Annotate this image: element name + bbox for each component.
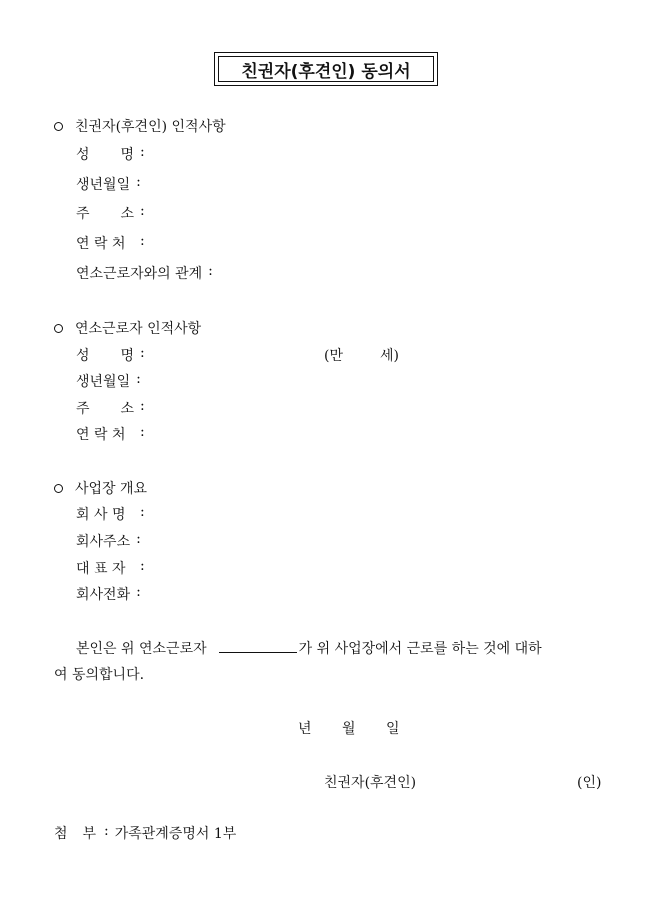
minor-address-row (76, 398, 145, 418)
guardian-name-label (76, 144, 134, 164)
minor-contact-row (76, 424, 145, 444)
minor-birth-row (76, 371, 141, 391)
bullet-circle-icon (54, 484, 63, 493)
title-box (214, 52, 438, 86)
guardian-birth-label: 생년월일 (76, 177, 131, 193)
minor-contact-label: 연 락 처 (76, 427, 126, 443)
date-month: 월 (342, 721, 356, 737)
guardian-contact-row (76, 233, 145, 253)
colon: : (140, 233, 145, 249)
company-name-row (76, 504, 145, 524)
colon: : (140, 144, 145, 160)
age-open: (만 (324, 348, 343, 364)
minor-address-label (76, 398, 134, 418)
label-char: 명 (120, 348, 134, 364)
colon: : (136, 371, 141, 387)
minor-name-label (76, 345, 134, 365)
date-year: 년 (298, 721, 312, 737)
age-close: 세) (380, 348, 399, 364)
label-char: 주 (76, 401, 90, 417)
label-char: 명 (120, 147, 134, 163)
company-address-label: 회사주소 (76, 534, 131, 550)
label-char: 소 (120, 206, 134, 222)
bullet-circle-icon (54, 122, 63, 131)
label-char: 첨 (54, 826, 68, 842)
colon: : (140, 203, 145, 219)
representative-label: 대 표 자 (76, 561, 126, 577)
label-char: 부 (82, 826, 96, 842)
colon: : (104, 823, 109, 839)
attachment-label (54, 823, 96, 843)
colon: : (140, 558, 145, 574)
guardian-address-row (76, 203, 145, 223)
consent-line-2: 여 동의합니다. (54, 667, 145, 683)
minor-section-heading (54, 318, 201, 338)
company-phone-label: 회사전화 (76, 587, 131, 603)
minor-name-row (76, 345, 145, 365)
label-char: 소 (120, 401, 134, 417)
guardian-relation-row (76, 263, 213, 283)
label-char: 성 (76, 348, 90, 364)
page-title: 친권자(후견인) 동의서 (218, 56, 434, 82)
colon: : (140, 424, 145, 440)
minor-name-blank (219, 640, 297, 653)
representative-row (76, 558, 145, 578)
company-heading-text: 사업장 개요 (75, 481, 148, 497)
guardian-birth-row (76, 174, 141, 194)
consent-line-1 (76, 638, 542, 658)
colon: : (140, 398, 145, 414)
company-phone-row (76, 584, 141, 604)
guardian-heading-text: 친권자(후견인) 인적사항 (75, 119, 226, 135)
attachment-row (54, 823, 236, 843)
colon: : (136, 531, 141, 547)
colon: : (136, 174, 141, 190)
company-name-label: 회 사 명 (76, 507, 126, 523)
label-char: 성 (76, 147, 90, 163)
signer-label: 친권자(후견인) (324, 775, 417, 791)
label-char: 주 (76, 206, 90, 222)
guardian-address-label (76, 203, 134, 223)
minor-heading-text: 연소근로자 인적사항 (75, 321, 202, 337)
guardian-relation-label: 연소근로자와의 관계 (76, 266, 203, 282)
colon: : (140, 504, 145, 520)
guardian-name-row (76, 144, 145, 164)
seal-label: (인) (577, 775, 602, 791)
colon: : (136, 584, 141, 600)
date-day: 일 (386, 721, 400, 737)
consent-text-before: 본인은 위 연소근로자 (76, 641, 207, 657)
bullet-circle-icon (54, 324, 63, 333)
colon: : (140, 345, 145, 361)
guardian-section-heading (54, 116, 226, 136)
company-address-row (76, 531, 141, 551)
attachment-text: 가족관계증명서 1부 (114, 826, 237, 842)
guardian-contact-label: 연 락 처 (76, 236, 126, 252)
minor-birth-label: 생년월일 (76, 374, 131, 390)
colon: : (208, 263, 213, 279)
consent-text-after: 가 위 사업장에서 근로를 하는 것에 대하 (298, 641, 542, 657)
company-section-heading (54, 478, 147, 498)
